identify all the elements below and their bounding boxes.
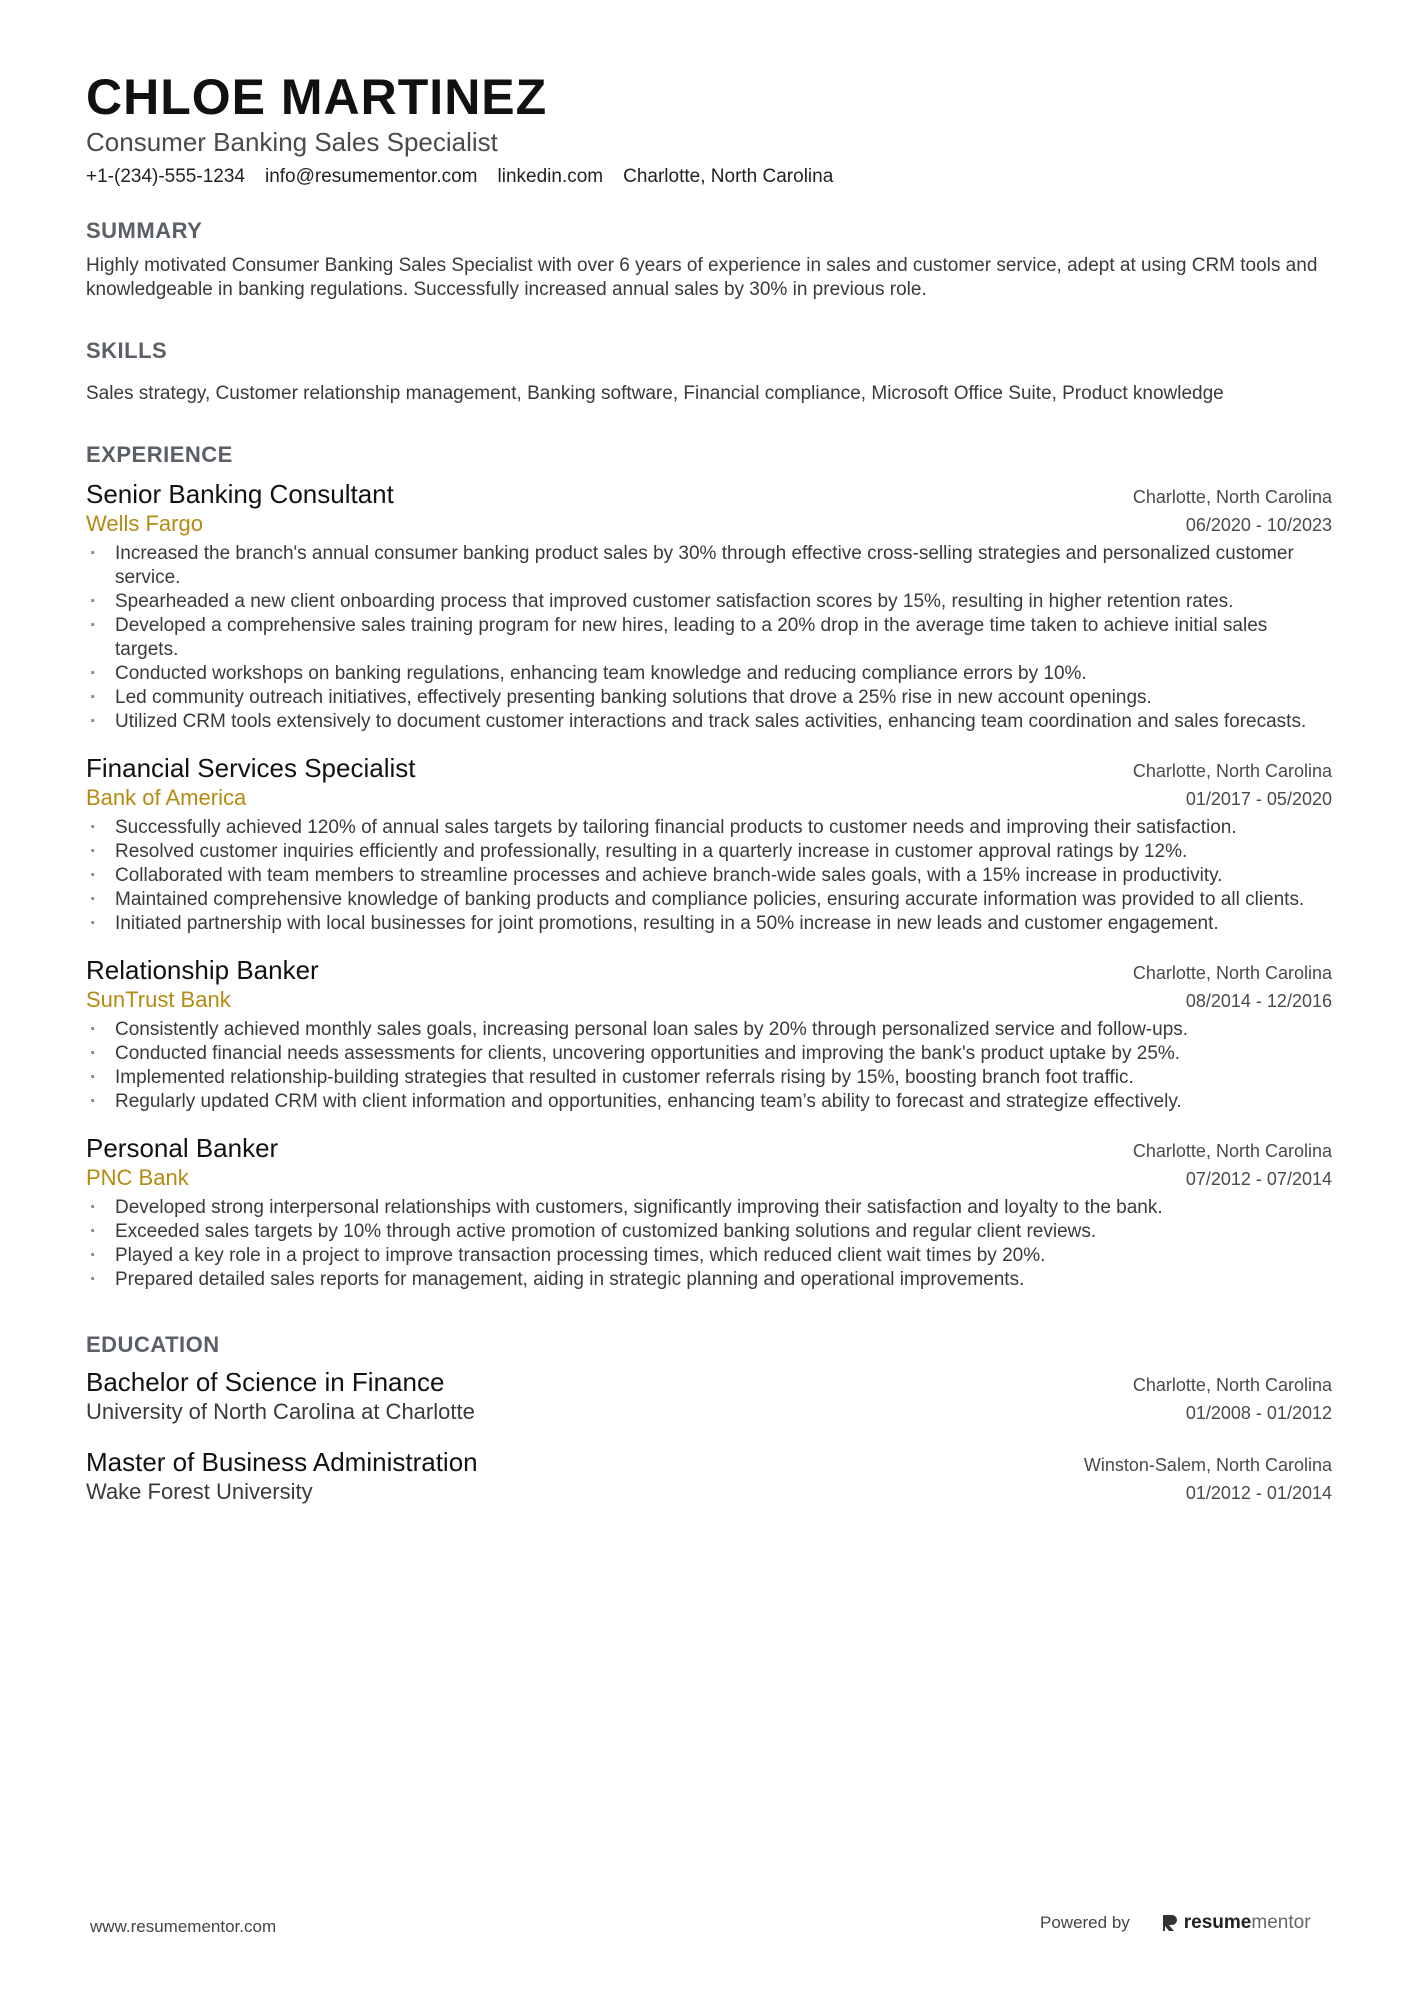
- resume-page: [86, 70, 1332, 1506]
- education-heading: EDUCATION: [86, 1332, 220, 1358]
- bullet: · Increased the branch's annual consumer banking product sales by 30% through effective cross-selling strategies and personalized customer service.: [86, 542, 1332, 590]
- degree: Bachelor of Science in Finance: [86, 1367, 445, 1398]
- job-location: Charlotte, North Carolina: [1132, 963, 1332, 984]
- linkedin: linkedin.com: [497, 166, 604, 188]
- job-dates: 08/2014 - 12/2016: [1185, 991, 1332, 1012]
- powered-by-label: Powered by: [1040, 1913, 1130, 1932]
- education-dates: 01/2012 - 01/2014: [1185, 1483, 1332, 1504]
- bullet: · Successfully achieved 120% of annual sales targets by tailoring financial products to customer needs and improving their satisfaction.: [86, 816, 1332, 840]
- email: info@resumementor.com: [264, 166, 478, 188]
- education-entry: [86, 1446, 1332, 1506]
- job-role: Personal Banker: [86, 1133, 279, 1164]
- experience-heading: EXPERIENCE: [86, 442, 233, 468]
- contact-line: [86, 166, 1332, 188]
- resumementor-logo-icon: [1160, 1913, 1178, 1933]
- bullet: · Utilized CRM tools extensively to document customer interactions and track sales activities, enhancing team coordination and sales forecasts.: [86, 710, 1332, 734]
- school: Wake Forest University: [86, 1479, 313, 1505]
- skills-heading: SKILLS: [86, 338, 168, 364]
- job-dates: 07/2012 - 07/2014: [1185, 1169, 1332, 1190]
- job-location: Charlotte, North Carolina: [1132, 761, 1332, 782]
- job-bullets: [86, 816, 1332, 936]
- bullet: · Spearheaded a new client onboarding process that improved customer satisfaction scores by 15%, resulting in higher retention rates.: [86, 590, 1332, 614]
- bullet: · Led community outreach initiatives, effectively presenting banking solutions that drove a 25% rise in new account openings.: [86, 686, 1332, 710]
- job-dates: 01/2017 - 05/2020: [1185, 789, 1332, 810]
- job-company: SunTrust Bank: [86, 987, 231, 1013]
- skills-section: [86, 338, 1332, 406]
- candidate-title: Consumer Banking Sales Specialist: [86, 127, 498, 157]
- brand-bold: resume: [1183, 1912, 1252, 1933]
- job-company: Bank of America: [86, 785, 247, 811]
- job-role: Relationship Banker: [86, 955, 319, 986]
- job-dates: 06/2020 - 10/2023: [1185, 515, 1332, 536]
- job-entry: [86, 954, 1332, 1114]
- brand-light: mentor: [1251, 1912, 1311, 1933]
- job-role: Senior Banking Consultant: [86, 479, 394, 510]
- education-location: Charlotte, North Carolina: [1132, 1375, 1332, 1396]
- bullet: · Maintained comprehensive knowledge of banking products and compliance policies, ensuring accurate information was provided to all clients.: [86, 888, 1332, 912]
- bullet: · Developed a comprehensive sales training program for new hires, leading to a 20% drop in the average time taken to achieve initial sales targets.: [86, 614, 1332, 662]
- job-location: Charlotte, North Carolina: [1132, 487, 1332, 508]
- bullet: · Consistently achieved monthly sales goals, increasing personal loan sales by 20% through personalized service and follow-ups.: [86, 1018, 1332, 1042]
- job-entry: [86, 752, 1332, 936]
- bullet: · Initiated partnership with local businesses for joint promotions, resulting in a 50% increase in new leads and customer engagement.: [86, 912, 1332, 936]
- education-location: Winston-Salem, North Carolina: [1083, 1455, 1332, 1476]
- bullet: · Prepared detailed sales reports for management, aiding in strategic planning and operational improvements.: [86, 1268, 1332, 1292]
- job-bullets: [86, 542, 1332, 734]
- bullet: · Conducted financial needs assessments for clients, uncovering opportunities and improving the bank's product uptake by 25%.: [86, 1042, 1332, 1066]
- location: Charlotte, North Carolina: [623, 166, 834, 188]
- summary-heading: SUMMARY: [86, 218, 203, 244]
- job-entry: [86, 478, 1332, 734]
- education-dates: 01/2008 - 01/2012: [1185, 1403, 1332, 1424]
- job-entry: [86, 1132, 1332, 1292]
- job-location: Charlotte, North Carolina: [1132, 1141, 1332, 1162]
- experience-section: [86, 442, 1332, 1292]
- bullet: · Developed strong interpersonal relationships with customers, significantly improving their satisfaction and loyalty to the bank.: [86, 1196, 1332, 1220]
- education-entry: [86, 1366, 1332, 1426]
- job-company: Wells Fargo: [86, 511, 203, 537]
- summary-section: [86, 218, 1332, 302]
- bullet: · Resolved customer inquiries efficiently and professionally, resulting in a quarterly increase in customer approval ratings by 12%.: [86, 840, 1332, 864]
- degree: Master of Business Administration: [86, 1447, 478, 1478]
- job-company: PNC Bank: [86, 1165, 189, 1191]
- summary-text: Highly motivated Consumer Banking Sales Specialist with over 6 years of experience in sales and customer service, adept at using CRM tools and knowledgeable in banking regulations. Successfully increased annual sales by 30% in previous role.: [86, 255, 1318, 301]
- bullet: · Regularly updated CRM with client information and opportunities, enhancing team’s ability to forecast and strategize effectively.: [86, 1090, 1332, 1114]
- bullet: · Implemented relationship-building strategies that resulted in customer referrals rising by 15%, boosting branch foot traffic.: [86, 1066, 1332, 1090]
- bullet: · Conducted workshops on banking regulations, enhancing team knowledge and reducing compliance errors by 10%.: [86, 662, 1332, 686]
- bullet: · Collaborated with team members to streamline processes and achieve branch-wide sales goals, with a 15% increase in productivity.: [86, 864, 1332, 888]
- footer-website[interactable]: www.resumementor.com: [90, 1917, 277, 1936]
- brand-logo[interactable]: [1160, 1912, 1311, 1934]
- skills-text: Sales strategy, Customer relationship management, Banking software, Financial compliance, Microsoft Office Suite, Product knowledge: [86, 383, 1224, 405]
- school: University of North Carolina at Charlotte: [86, 1399, 475, 1425]
- phone: +1-(234)-555-1234: [86, 166, 245, 188]
- candidate-name: CHLOE MARTINEZ: [86, 69, 548, 125]
- bullet: · Exceeded sales targets by 10% through active promotion of customized banking solutions and regular client reviews.: [86, 1220, 1332, 1244]
- job-role: Financial Services Specialist: [86, 753, 416, 784]
- job-bullets: [86, 1196, 1332, 1292]
- bullet: · Played a key role in a project to improve transaction processing times, which reduced client wait times by 20%.: [86, 1244, 1332, 1268]
- footer-powered: [1040, 1912, 1311, 1934]
- education-section: [86, 1332, 1332, 1506]
- job-bullets: [86, 1018, 1332, 1114]
